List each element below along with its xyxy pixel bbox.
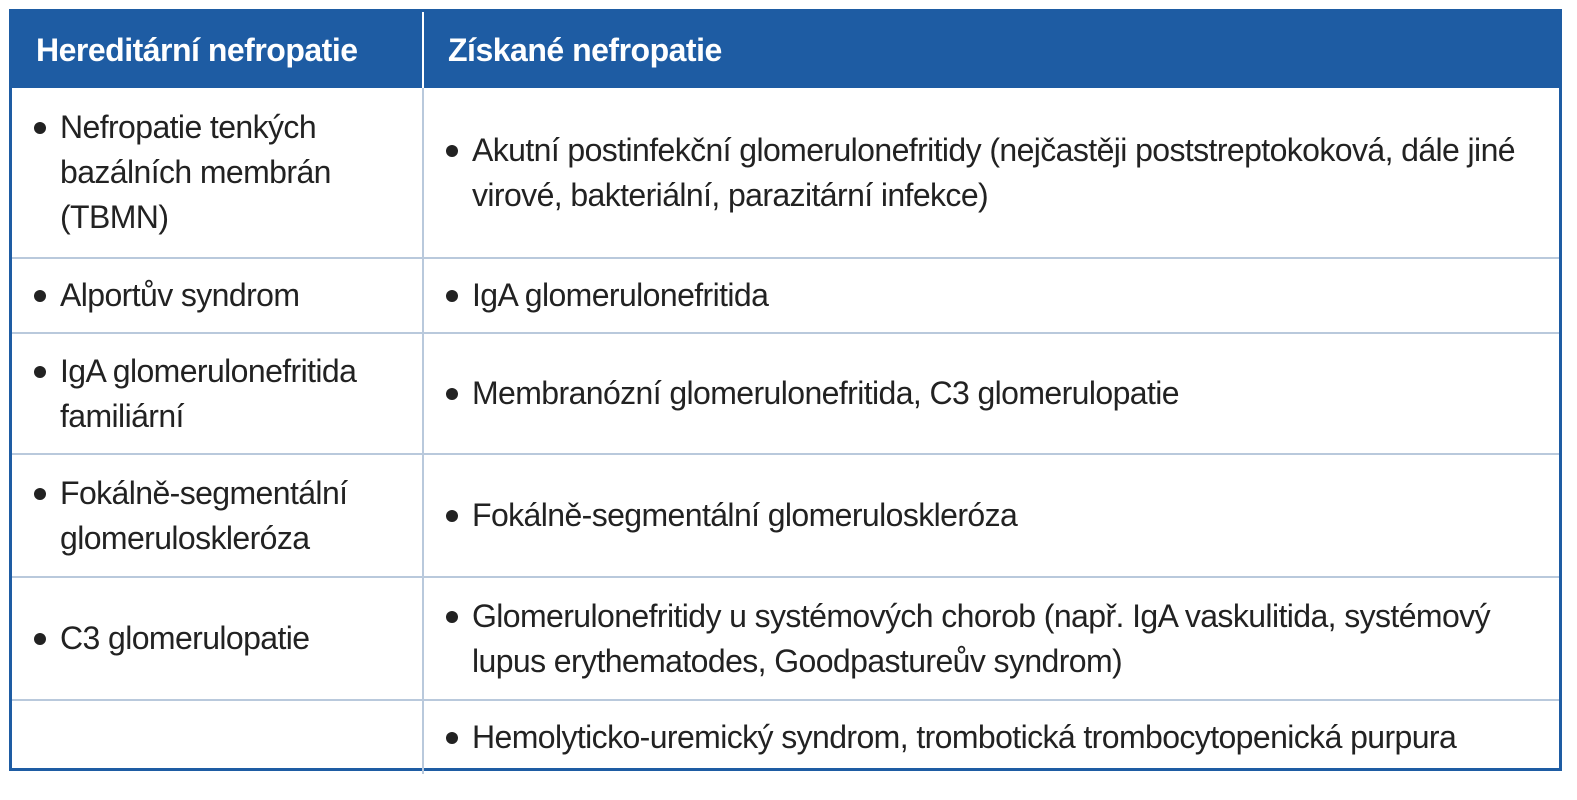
hereditary-text: Alportův syndrom (60, 277, 300, 313)
list-item (446, 594, 1547, 684)
bullet-icon (446, 145, 458, 157)
cell-acquired (423, 88, 1559, 258)
bullet-icon (34, 290, 46, 302)
acquired-text: IgA glomerulonefritida (472, 277, 769, 313)
table-header (12, 12, 1559, 88)
table-row (12, 577, 1559, 700)
acquired-text: Hemolyticko-uremický syndrom, trombotická trombocytopenická purpura (472, 719, 1457, 755)
cell-acquired (423, 577, 1559, 700)
list-item (446, 715, 1547, 760)
bullet-icon (446, 611, 458, 623)
list-item (446, 493, 1547, 538)
bullet-icon (446, 388, 458, 400)
header-row (12, 12, 1559, 88)
cell-hereditary-empty (12, 700, 423, 774)
acquired-text: Glomerulonefritidy u systémových chorob (např. IgA vaskulitida, systémový lupus erythematodes, Goodpastureův syndrom) (472, 597, 1490, 679)
list-item (446, 273, 1547, 318)
bullet-icon (446, 510, 458, 522)
header-hereditary: Hereditární nefropatie (12, 12, 423, 88)
cell-hereditary (12, 333, 423, 454)
cell-hereditary (12, 454, 423, 577)
table-body (12, 88, 1559, 774)
bullet-icon (34, 122, 46, 134)
table-row (12, 88, 1559, 258)
list-item (34, 349, 410, 439)
table-row (12, 454, 1559, 577)
cell-acquired (423, 333, 1559, 454)
list-item (34, 616, 410, 661)
hereditary-text: C3 glomerulopatie (60, 620, 310, 656)
cell-hereditary (12, 88, 423, 258)
bullet-icon (34, 366, 46, 378)
acquired-text: Fokálně-segmentální glomeruloskleróza (472, 497, 1018, 533)
bullet-icon (34, 633, 46, 645)
hereditary-text: Fokálně-segmentální glomeruloskleróza (60, 474, 348, 556)
nephropathy-table (12, 12, 1559, 774)
list-item (34, 471, 410, 561)
bullet-icon (446, 732, 458, 744)
hereditary-text: IgA glomerulonefritida familiární (60, 352, 357, 434)
table-row (12, 700, 1559, 774)
list-item (34, 105, 410, 240)
cell-acquired (423, 454, 1559, 577)
bullet-icon (34, 488, 46, 500)
cell-acquired (423, 258, 1559, 333)
table-row (12, 258, 1559, 333)
list-item (34, 273, 410, 318)
cell-hereditary (12, 258, 423, 333)
bullet-icon (446, 290, 458, 302)
list-item (446, 371, 1547, 416)
list-item (446, 128, 1547, 218)
acquired-text: Akutní postinfekční glomerulonefritidy (nejčastěji poststreptokoková, dále jiné virové, bakteriální, parazitární infekce) (472, 131, 1515, 213)
table-row (12, 333, 1559, 454)
cell-hereditary (12, 577, 423, 700)
nephropathy-table-frame (9, 9, 1562, 771)
acquired-text: Membranózní glomerulonefritida, C3 glomerulopatie (472, 375, 1179, 411)
cell-acquired (423, 700, 1559, 774)
hereditary-text: Nefropatie tenkých bazálních membrán (TBMN) (60, 109, 331, 235)
header-acquired: Získané nefropatie (423, 12, 1559, 88)
